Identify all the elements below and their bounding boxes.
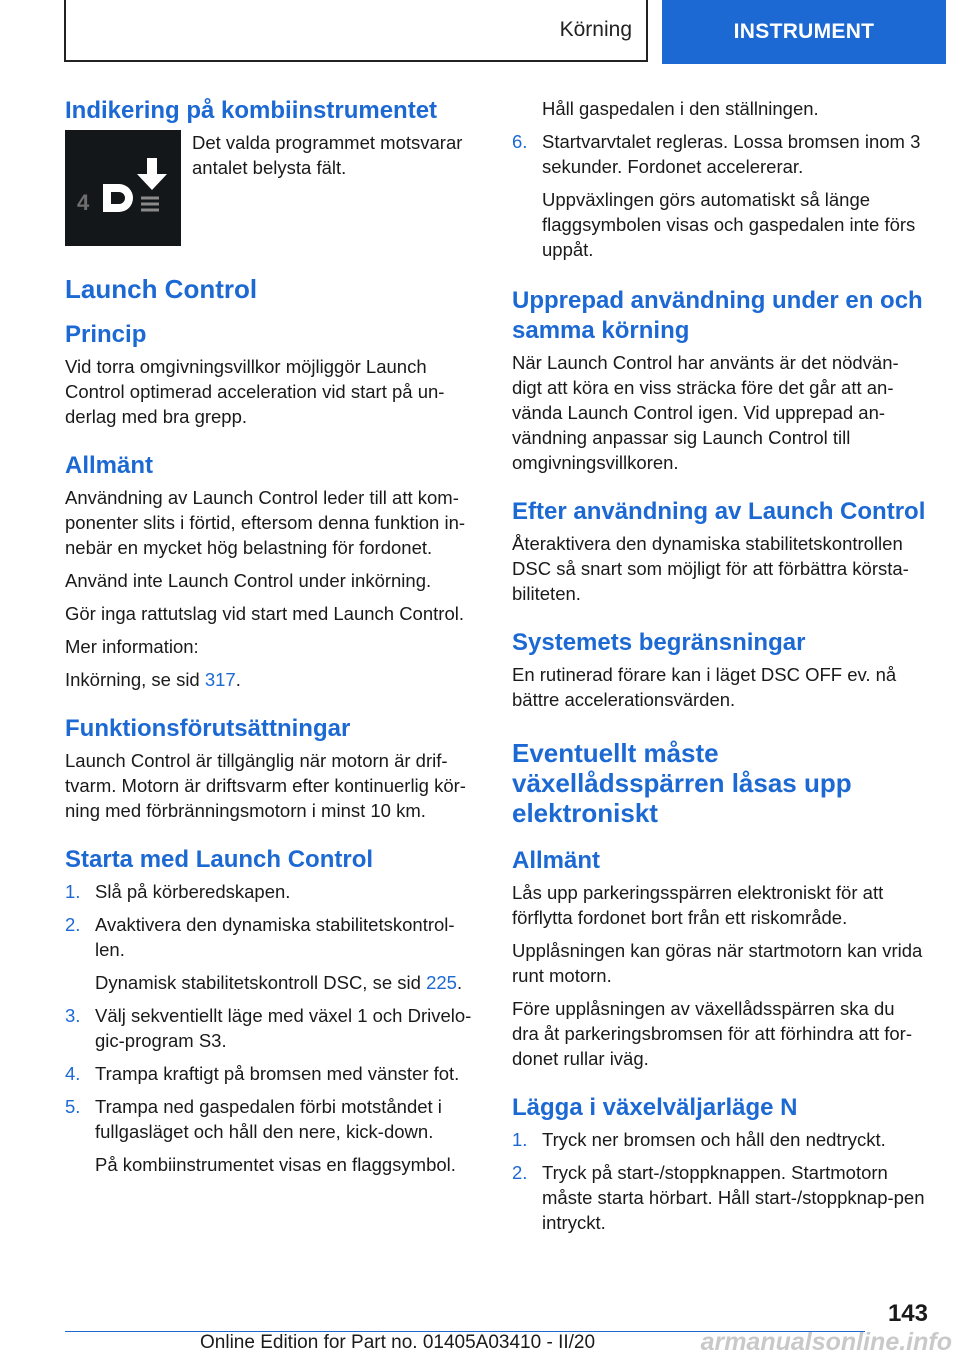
step-text: Tryck på start-/stoppknappen. Startmotorn måste starta hörbart. Håll start-/stoppknap-pen intryckt. [542,1162,925,1233]
step-number: 6. [512,131,528,152]
page-number: 143 [887,1300,928,1327]
list-item [512,1127,926,1152]
list-item [65,879,479,904]
princip-text: Vid torra omgivningsvillkor möjliggör Launch Control optimerad acceleration vid start på un-derlag med bra grepp. [65,356,445,427]
allmant-paragraph-1: Användning av Launch Control leder till att kom-ponenter slits i förtid, eftersom denna funktion in-nebär en mycket hög belastning för fordonet. [65,487,466,558]
step-continuation: Håll gaspedalen i den ställningen. [542,98,819,119]
step-number: 5. [65,1096,81,1117]
allmant-heading: Allmänt [65,452,154,479]
list-item [65,1061,479,1086]
unlock-paragraph-2: Upplåsningen kan göras när startmotorn kan vrida runt motorn. [512,940,923,986]
allmant-paragraph-3: Gör inga rattutslag vid start med Launch Control. [65,603,464,624]
step-text: Trampa kraftigt på bromsen med vänster fot. [95,1063,460,1084]
list-item [65,1003,479,1053]
step-text: Välj sekventiellt läge med växel 1 och Drivelo-gic-program S3. [95,1005,472,1051]
section-tab: INSTRUMENT [662,0,946,64]
list-item [65,1094,479,1144]
step-number: 4. [65,1063,81,1084]
edition-text: Online Edition for Part no. 01405A03410 - II/20 [200,1332,596,1353]
list-item [65,912,479,962]
left-column [65,96,479,1185]
reference-text: Inkörning, se sid [65,669,205,690]
indicator-heading: Indikering på kombiinstrumentet [65,97,438,124]
page-link-225[interactable]: 225 [426,972,457,993]
step-note: Uppväxlingen görs automatiskt så länge flaggsymbolen visas och gaspedalen inte förs uppåt. [542,189,916,260]
indicator-block [65,130,479,246]
page-link-317[interactable]: 317 [204,669,236,690]
function-requirements-text: Launch Control är tillgänglig när motorn är drif-tvarm. Motorn är driftsvarm efter kontinuerlig kör-ning med förbränningsmotorn i minst 10 km. [65,750,466,821]
step-number: 2. [512,1162,528,1183]
page-header [0,0,960,66]
right-column [512,96,926,1243]
step-note: Dynamisk stabilitetskontroll DSC, se sid 225. [95,972,463,993]
step-text: Startvarvtalet regleras. Lossa bromsen inom 3 sekunder. Fordonet accelererar. [542,131,921,177]
unlock-paragraph-1: Lås upp parkeringsspärren elektroniskt för att förflytta fordonet bort från ett riskområde. [512,882,884,928]
princip-heading: Princip [65,321,147,348]
watermark: armanualsonline.info [700,1328,952,1356]
repeat-use-text: När Launch Control har använts är det nödvän-digt att köra en viss sträcka före det går att an-vända Launch Control igen. Vid upprepad an-vändning anpassar sig Launch Control till omgivningsvillkoren. [512,352,899,473]
step-text: Slå på körberedskapen. [95,881,291,902]
list-item [512,129,926,179]
allmant-paragraph-2: Använd inte Launch Control under inkörning. [65,570,432,591]
note-text: Dynamisk stabilitetskontroll DSC, se sid [95,972,427,993]
launch-control-title: Launch Control [65,274,258,304]
function-requirements-heading: Funktionsförutsättningar [65,715,351,742]
unlock-paragraph-3: Före upplåsningen av växellådsspärren ska du dra åt parkeringsbromsen för att förhindra att for-donet rullar iväg. [512,998,912,1069]
step-note: På kombiinstrumentet visas en flaggsymbol. [95,1154,456,1175]
system-limits-heading: Systemets begränsningar [512,629,806,656]
step-number: 1. [512,1129,528,1150]
system-limits-text: En rutinerad förare kan i läget DSC OFF ev. nå bättre accelerationsvärden. [512,664,897,710]
step-text: Trampa ned gaspedalen förbi motståndet i fullgasläget och håll den nere, kick-down. [95,1096,442,1142]
chapter-tab: Körning [64,0,648,62]
allmant-reference: Inkörning, se sid 317. [65,669,241,690]
step-text: Tryck ner bromsen och håll den nedtryckt. [542,1129,886,1150]
step-text: Avaktivera den dynamiska stabilitetskontrol-len. [95,914,455,960]
start-launch-heading: Starta med Launch Control [65,846,374,873]
after-use-heading: Efter användning av Launch Control [512,498,926,525]
neutral-gear-heading: Lägga i växelväljarläge N [512,1094,798,1121]
step-number: 1. [65,881,81,902]
step-number: 3. [65,1005,81,1026]
unlock-allmant-heading: Allmänt [512,847,601,874]
indicator-text: Det valda programmet motsvarar antalet belysta fält. [192,132,463,178]
list-item [512,1160,926,1235]
after-use-text: Återaktivera den dynamiska stabilitetskontrollen DSC så snart som möjligt för att förbättra körsta-biliteten. [512,533,909,604]
svg-text:4: 4 [77,190,90,215]
allmant-paragraph-4: Mer information: [65,636,199,657]
unlock-title: Eventuellt måste växellådsspärren låsas upp elektroniskt [512,738,852,828]
4d-mode-display-icon [65,130,181,246]
repeat-use-heading: Upprepad användning under en och samma körning [512,287,923,344]
step-number: 2. [65,914,81,935]
